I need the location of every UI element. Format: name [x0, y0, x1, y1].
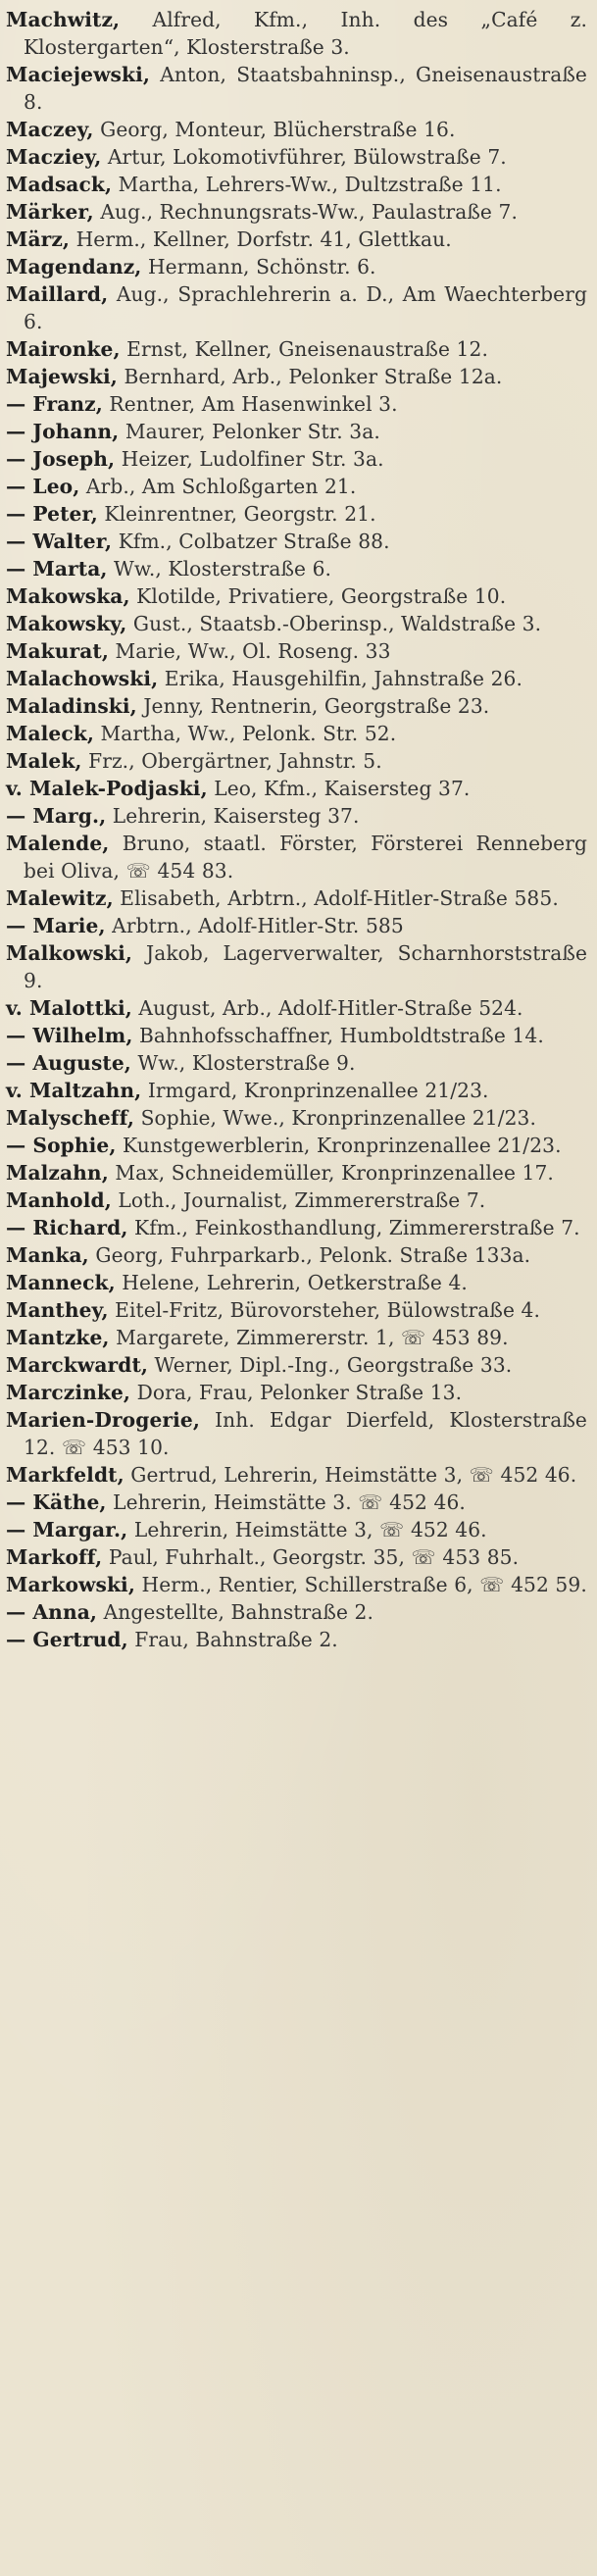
entry-details: Alfred, Kfm., Inh. des „Café z. Klostergarten“, Klosterstraße 3.: [24, 8, 587, 59]
directory-entry: [6, 61, 587, 116]
entry-surname: Malachowski,: [6, 667, 159, 690]
entry-details: Gust., Staatsb.-Oberinsp., Waldstraße 3.: [132, 612, 542, 635]
entry-details: Helene, Lehrerin, Oetkerstraße 4.: [122, 1271, 468, 1294]
entry-details: Georg, Monteur, Blücherstraße 16.: [100, 118, 456, 141]
entry-surname: Mantzke,: [6, 1326, 110, 1349]
directory-entry: [6, 802, 587, 830]
entry-surname: Majewski,: [6, 365, 118, 388]
directory-entry: [6, 1598, 587, 1626]
entry-surname: Marczinke,: [6, 1381, 131, 1404]
directory-entry: [6, 226, 587, 253]
entry-phone: ☏ 453 10.: [61, 1436, 170, 1459]
entry-details: Georg, Fuhrparkarb., Pelonk. Straße 133a.: [95, 1243, 531, 1267]
entry-details: Martha, Ww., Pelonk. Str. 52.: [100, 722, 397, 745]
entry-details: Bernhard, Arb., Pelonker Straße 12a.: [124, 365, 503, 388]
entry-details: Eitel-Fritz, Bürovorsteher, Bülowstraße 4.: [115, 1298, 541, 1322]
entry-details: Marie, Ww., Ol. Roseng. 33: [115, 639, 391, 663]
entry-details: Heizer, Ludolfiner Str. 3a.: [121, 447, 384, 471]
entry-surname: Malkowski,: [6, 941, 132, 965]
entry-details: Irmgard, Kronprinzenallee 21/23.: [147, 1079, 489, 1102]
entry-details: Aug., Rechnungsrats-Ww., Paulastraße 7.: [100, 200, 518, 224]
directory-entry: [6, 830, 587, 884]
entry-surname: Magendanz,: [6, 255, 142, 278]
entry-sub-name: — Gertrud,: [6, 1628, 128, 1651]
entry-details: Bruno, staatl. Förster, Försterei Renneberg bei Oliva,: [24, 832, 587, 883]
entry-sub-name: — Walter,: [6, 530, 113, 553]
entry-surname: Markfeldt,: [6, 1463, 124, 1487]
entry-details: Lehrerin, Heimstätte 3.: [113, 1490, 352, 1514]
entry-surname: Malyscheff,: [6, 1106, 135, 1130]
entry-details: Bahnhofsschaffner, Humboldtstraße 14.: [138, 1024, 544, 1047]
entry-details: Leo, Kfm., Kaisersteg 37.: [214, 777, 471, 800]
directory-entry: [6, 1214, 587, 1241]
directory-entry: [6, 692, 587, 720]
directory-entry: [6, 335, 587, 363]
directory-entry: [6, 171, 587, 198]
directory-entry: [6, 582, 587, 610]
entry-phone: ☏ 452 46.: [379, 1518, 487, 1541]
directory-entry: [6, 363, 587, 390]
entry-surname: v. Maltzahn,: [6, 1079, 142, 1102]
directory-entry: [6, 1516, 587, 1543]
entry-details: Aug., Sprachlehrerin a. D., Am Waechterberg 6.: [24, 282, 587, 333]
entry-details: Anton, Staatsbahninsp., Gneisenaustraße 8.: [24, 63, 587, 114]
directory-entry: [6, 6, 587, 61]
entry-details: Loth., Journalist, Zimmererstraße 7.: [118, 1188, 486, 1212]
entry-details: Elisabeth, Arbtrn., Adolf-Hitler-Straße 585.: [120, 886, 559, 910]
entry-details: Jakob, Lagerverwalter, Scharnhorststraße 9.: [24, 941, 587, 992]
entry-sub-name: — Franz,: [6, 392, 103, 416]
entry-sub-name: — Peter,: [6, 502, 98, 526]
entry-details: Kfm., Feinkosthandlung, Zimmererstraße 7.: [134, 1216, 580, 1239]
entry-phone: ☏ 453 89.: [401, 1326, 509, 1349]
entry-surname: Marien-Drogerie,: [6, 1408, 200, 1432]
entry-surname: Makurat,: [6, 639, 109, 663]
entry-surname: März,: [6, 227, 71, 251]
directory-entry: [6, 1187, 587, 1214]
entry-sub-name: — Marg.,: [6, 804, 107, 828]
directory-entry: [6, 1241, 587, 1269]
entry-details: Lehrerin, Heimstätte 3,: [133, 1518, 373, 1541]
entry-details: Inh. Edgar Dierfeld, Klosterstraße 12.: [24, 1408, 587, 1459]
directory-entry: [6, 1379, 587, 1406]
entry-sub-name: — Käthe,: [6, 1490, 107, 1514]
entry-details: Dora, Frau, Pelonker Straße 13.: [136, 1381, 463, 1404]
entry-phone: ☏ 453 85.: [411, 1545, 520, 1569]
entry-surname: Macziey,: [6, 145, 102, 169]
entry-details: Frz., Obergärtner, Jahnstr. 5.: [88, 749, 382, 773]
directory-entry: [6, 1132, 587, 1159]
entry-surname: Markowski,: [6, 1573, 135, 1596]
entry-sub-name: — Marie,: [6, 914, 106, 937]
directory-entry: [6, 1324, 587, 1351]
entry-phone: ☏ 452 46.: [469, 1463, 577, 1487]
entry-details: Arb., Am Schloßgarten 21.: [85, 475, 357, 498]
directory-entry: [6, 747, 587, 775]
entry-details: Ernst, Kellner, Gneisenaustraße 12.: [126, 337, 488, 361]
directory-entry: [6, 912, 587, 939]
directory-entry: [6, 528, 587, 555]
directory-entry: [6, 1571, 587, 1598]
entry-details: Artur, Lokomotivführer, Bülowstraße 7.: [107, 145, 507, 169]
entry-details: Herm., Rentier, Schillerstraße 6,: [141, 1573, 473, 1596]
entry-surname: Makowsky,: [6, 612, 127, 635]
directory-entry: [6, 418, 587, 445]
directory-entry: [6, 500, 587, 528]
entry-surname: Manka,: [6, 1243, 89, 1267]
entry-phone: ☏ 452 59.: [479, 1573, 587, 1596]
entry-sub-name: — Richard,: [6, 1216, 128, 1239]
entry-sub-name: — Marta,: [6, 557, 108, 581]
entry-details: Arbtrn., Adolf-Hitler-Str. 585: [112, 914, 404, 937]
entry-details: Herm., Kellner, Dorfstr. 41, Glettkau.: [75, 227, 452, 251]
entry-surname: Maillard,: [6, 282, 109, 306]
entry-surname: Maleck,: [6, 722, 94, 745]
entry-details: Rentner, Am Hasenwinkel 3.: [109, 392, 398, 416]
directory-entry: [6, 473, 587, 500]
entry-details: August, Arb., Adolf-Hitler-Straße 524.: [138, 996, 523, 1020]
entry-details: Jenny, Rentnerin, Georgstraße 23.: [143, 694, 490, 718]
directory-entry: [6, 1489, 587, 1516]
entry-details: Gertrud, Lehrerin, Heimstätte 3,: [130, 1463, 464, 1487]
entry-surname: Malende,: [6, 832, 110, 855]
directory-entry: [6, 280, 587, 335]
directory-entry: [6, 775, 587, 802]
directory-entry: [6, 253, 587, 280]
entry-details: Kfm., Colbatzer Straße 88.: [118, 530, 390, 553]
directory-entry: [6, 939, 587, 994]
entry-surname: Machwitz,: [6, 8, 121, 31]
entry-surname: Markoff,: [6, 1545, 103, 1569]
entry-surname: v. Malottki,: [6, 996, 132, 1020]
entry-surname: Malzahn,: [6, 1161, 109, 1185]
directory-entry: [6, 1049, 587, 1077]
entry-details: Ww., Klosterstraße 9.: [137, 1051, 356, 1075]
directory-entry: [6, 116, 587, 143]
entry-details: Frau, Bahnstraße 2.: [134, 1628, 338, 1651]
directory-entry: [6, 637, 587, 665]
entry-details: Lehrerin, Kaisersteg 37.: [112, 804, 360, 828]
entry-details: Martha, Lehrers-Ww., Dultzstraße 11.: [118, 173, 502, 196]
directory-entry: [6, 720, 587, 747]
entry-details: Hermann, Schönstr. 6.: [147, 255, 376, 278]
entry-details: Maurer, Pelonker Str. 3a.: [124, 420, 380, 443]
entry-details: Angestellte, Bahnstraße 2.: [103, 1600, 373, 1624]
entry-sub-name: — Sophie,: [6, 1134, 117, 1157]
directory-entry: [6, 1159, 587, 1187]
directory-entry: [6, 1626, 587, 1653]
entry-surname: Maironke,: [6, 337, 121, 361]
directory-entry: [6, 1022, 587, 1049]
entry-details: Kleinrentner, Georgstr. 21.: [104, 502, 376, 526]
entry-details: Klotilde, Privatiere, Georgstraße 10.: [136, 584, 507, 608]
directory-entry: [6, 1269, 587, 1296]
directory-entry: [6, 1461, 587, 1489]
entry-surname: Malewitz,: [6, 886, 114, 910]
directory-entry: [6, 665, 587, 692]
entry-details: Ww., Klosterstraße 6.: [114, 557, 332, 581]
entry-details: Kunstgewerblerin, Kronprinzenallee 21/23.: [123, 1134, 562, 1157]
entry-surname: Marckwardt,: [6, 1353, 149, 1377]
directory-entries: [6, 6, 587, 1653]
entry-surname: Maciejewski,: [6, 63, 151, 86]
directory-entry: [6, 610, 587, 637]
entry-surname: Maczey,: [6, 118, 94, 141]
entry-surname: Märker,: [6, 200, 94, 224]
entry-details: Max, Schneidemüller, Kronprinzenallee 17.: [115, 1161, 554, 1185]
entry-phone: ☏ 452 46.: [358, 1490, 466, 1514]
entry-surname: Madsack,: [6, 173, 113, 196]
directory-entry: [6, 1077, 587, 1104]
directory-entry: [6, 1351, 587, 1379]
directory-entry: [6, 884, 587, 912]
entry-surname: Maladinski,: [6, 694, 137, 718]
entry-surname: Manneck,: [6, 1271, 116, 1294]
directory-entry: [6, 1406, 587, 1461]
entry-details: Erika, Hausgehilfin, Jahnstraße 26.: [164, 667, 523, 690]
entry-sub-name: — Wilhelm,: [6, 1024, 133, 1047]
entry-phone: ☏ 454 83.: [125, 859, 234, 883]
entry-details: Sophie, Wwe., Kronprinzenallee 21/23.: [140, 1106, 537, 1130]
directory-entry: [6, 143, 587, 171]
entry-details: Werner, Dipl.-Ing., Georgstraße 33.: [154, 1353, 513, 1377]
entry-sub-name: — Leo,: [6, 475, 80, 498]
directory-entry: [6, 1543, 587, 1571]
directory-entry: [6, 1296, 587, 1324]
directory-entry: [6, 445, 587, 473]
directory-entry: [6, 1104, 587, 1132]
entry-surname: Malek,: [6, 749, 82, 773]
entry-details: Margarete, Zimmererstr. 1,: [116, 1326, 395, 1349]
directory-entry: [6, 198, 587, 226]
entry-surname: v. Malek-Podjaski,: [6, 777, 208, 800]
entry-sub-name: — Joseph,: [6, 447, 116, 471]
entry-details: Paul, Fuhrhalt., Georgstr. 35,: [108, 1545, 405, 1569]
entry-sub-name: — Anna,: [6, 1600, 98, 1624]
entry-surname: Manhold,: [6, 1188, 112, 1212]
entry-sub-name: — Auguste,: [6, 1051, 131, 1075]
directory-entry: [6, 994, 587, 1022]
directory-entry: [6, 390, 587, 418]
entry-surname: Makowska,: [6, 584, 130, 608]
entry-sub-name: — Johann,: [6, 420, 120, 443]
entry-sub-name: — Margar.,: [6, 1518, 128, 1541]
directory-entry: [6, 555, 587, 582]
entry-surname: Manthey,: [6, 1298, 109, 1322]
